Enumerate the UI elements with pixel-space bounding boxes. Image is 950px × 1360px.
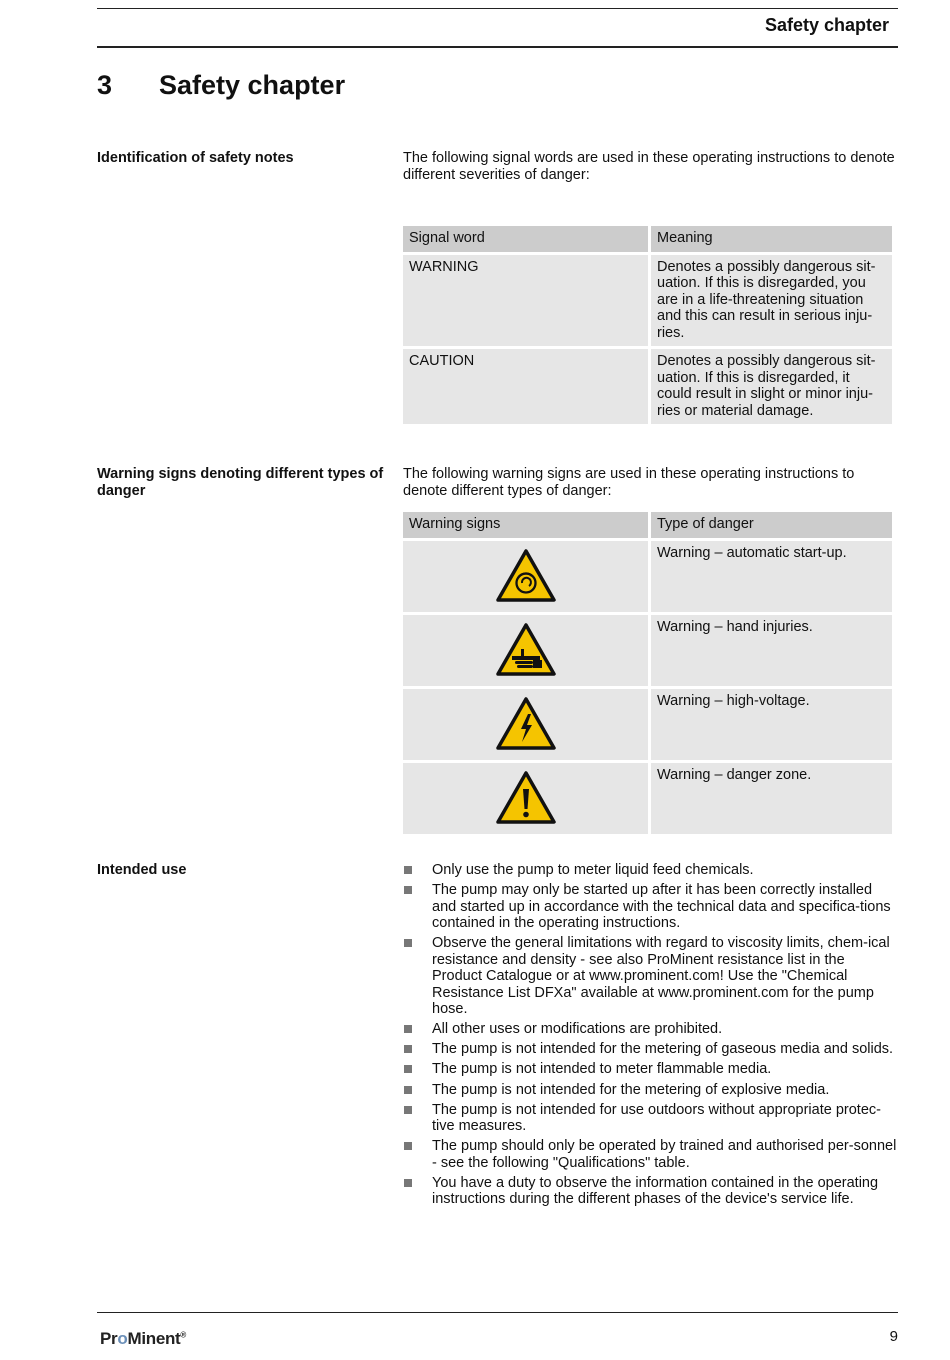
intended-use-list [403,862,898,1211]
list-item: The pump should only be operated by trained and authorised per-sonnel - see the following "Qualifications" table. [403,1138,898,1171]
table-row [403,255,892,347]
page-number: 9 [889,1328,898,1345]
list-item: Only use the pump to meter liquid feed chemicals. [403,862,898,879]
chapter-title: Safety chapter [159,70,346,100]
meaning-cell: Denotes a possibly dangerous sit-uation. If this is disregarded, it could result in slight or minor inju-ries or material damage. [651,349,892,424]
meaning-cell: Denotes a possibly dangerous sit-uation. If this is disregarded, you are in a life-threatening situation and this can result in serious inju-ries. [651,255,892,347]
table-header-row [403,226,892,252]
high-voltage-warning-icon [495,696,557,752]
bullet-square-icon [404,939,412,947]
running-head: Safety chapter [764,15,889,35]
signal-word-header: Signal word [403,226,648,252]
type-of-danger-cell: Warning – danger zone. [651,763,892,834]
table-row [403,763,892,834]
signal-word-table [400,223,895,427]
table-row [403,541,892,612]
header-bottom-rule [97,46,898,48]
warning-signs-table [400,509,895,837]
signal-word-cell: WARNING [403,255,648,347]
warning-signs-intro: The following warning signs are used in these operating instructions to denote different types of danger: [403,466,855,499]
identification-intro: The following signal words are used in these operating instructions to denote different severities of danger: [403,150,895,183]
identification-heading: Identification of safety notes [97,150,294,166]
footer-rule [97,1312,898,1313]
bullet-square-icon [404,1065,412,1073]
hand-injury-warning-icon [495,622,557,678]
bullet-square-icon [404,886,412,894]
list-item: The pump is not intended for the metering of gaseous media and solids. [403,1041,898,1058]
header-top-rule [97,8,898,9]
list-item: The pump may only be started up after it has been correctly installed and started up in accordance with the technical data and specifica-tions contained in the operating instructions. [403,882,898,932]
bullet-square-icon [404,1045,412,1053]
warning-signs-heading: Warning signs denoting different types of danger [97,466,384,499]
table-row [403,689,892,760]
list-item: The pump is not intended to meter flammable media. [403,1061,898,1078]
list-item: You have a duty to observe the information contained in the operating instructions during the different phases of the device's service life. [403,1175,898,1208]
table-header-row [403,512,892,538]
list-item: The pump is not intended for use outdoors without appropriate protec-tive measures. [403,1102,898,1135]
bullet-square-icon [404,1086,412,1094]
table-row [403,615,892,686]
type-of-danger-cell: Warning – hand injuries. [651,615,892,686]
automatic-start-up-warning-icon [495,548,557,604]
chapter-number: 3 [97,70,113,100]
meaning-header: Meaning [651,226,892,252]
signal-word-cell: CAUTION [403,349,648,424]
bullet-square-icon [404,1142,412,1150]
bullet-square-icon [404,1179,412,1187]
table-row [403,349,892,424]
list-item: The pump is not intended for the metering of explosive media. [403,1082,898,1099]
prominent-logo: ProMinent® [100,1329,187,1348]
list-item: All other uses or modifications are prohibited. [403,1021,898,1038]
bullet-square-icon [404,1106,412,1114]
danger-zone-warning-icon [495,770,557,826]
warning-signs-header: Warning signs [403,512,648,538]
type-of-danger-header: Type of danger [651,512,892,538]
intended-use-heading: Intended use [97,862,187,878]
bullet-square-icon [404,1025,412,1033]
type-of-danger-cell: Warning – automatic start-up. [651,541,892,612]
list-item: Observe the general limitations with regard to viscosity limits, chem-ical resistance and density - see also ProMinent resistance list in the Product Catalogue or at www.prominent.com! Use the "Chemical Resistance List DFXa" available at www.prominent.com for the pump hose. [403,935,898,1018]
type-of-danger-cell: Warning – high-voltage. [651,689,892,760]
bullet-square-icon [404,866,412,874]
